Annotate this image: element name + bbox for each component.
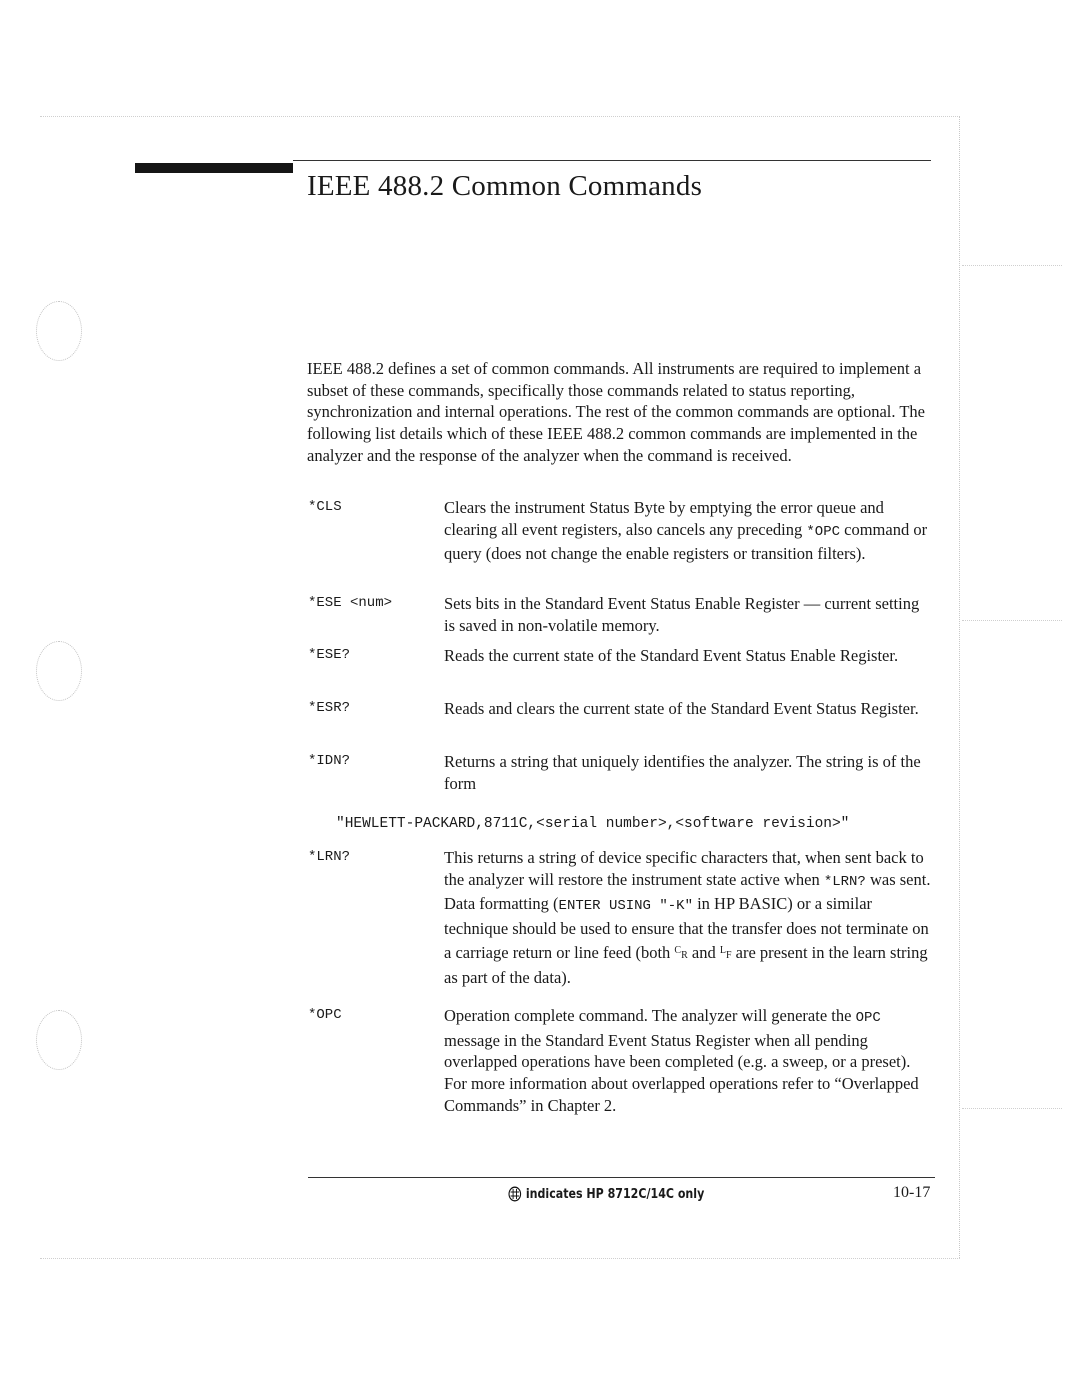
- punch-hole-bottom: [36, 1010, 82, 1070]
- punch-hole-top: [36, 301, 82, 361]
- scan-edge-top: [40, 116, 960, 117]
- command-idn-query: *IDN?: [308, 753, 351, 769]
- command-ese: *ESE <num>: [308, 595, 393, 611]
- scan-mark-1: [962, 265, 1062, 266]
- scan-mark-3: [962, 1108, 1062, 1109]
- command-esr-query-description: Reads and clears the current state of the Standard Event Status Register.: [444, 699, 919, 718]
- command-cls-description: Clears the instrument Status Byte by emptying the error queue and clearing all event registers, also cancels any preceding *OPC command or query (does not change the enable registers or transition filters).: [444, 498, 928, 564]
- command-ese-query-description: Reads the current state of the Standard Event Status Enable Register.: [444, 646, 899, 665]
- page-title: IEEE 488.2 Common Commands: [307, 170, 703, 202]
- command-idn-query-description: Returns a string that uniquely identifies the analyzer. The string is of the form: [444, 752, 921, 793]
- command-opc-description: Operation complete command. The analyzer will generate the OPC message in the Standard Event Status Register when all pending overlapped operations have been completed (e.g. a sweep, or a preset). For more information about overlapped operations refer to “Overlapped Commands” in Chapter 2.: [444, 1006, 919, 1115]
- scan-mark-2: [962, 620, 1062, 621]
- heading-accent-bar: [135, 163, 293, 173]
- footer-rule: [308, 1177, 935, 1178]
- heading-rule: [293, 160, 931, 161]
- scan-edge-right: [959, 116, 960, 1258]
- model-indicator-icon: [508, 1186, 522, 1202]
- command-ese-description: Sets bits in the Standard Event Status Enable Register — current setting is saved in non-volatile memory.: [444, 594, 920, 635]
- intro-paragraph: IEEE 488.2 defines a set of common commands. All instruments are required to implement a subset of these commands, specifically those commands related to status reporting, synchronization and internal operations. The rest of the common commands are optional. The following list details which of these IEEE 488.2 common commands are implemented in the analyzer and the response of the analyzer when the command is received.: [307, 359, 925, 465]
- command-ese-query: *ESE?: [308, 647, 351, 663]
- command-lrn-query: *LRN?: [308, 849, 351, 865]
- page-number: 10-17: [893, 1184, 931, 1201]
- footer-note-text: indicates HP 8712C/14C only: [525, 1186, 705, 1202]
- scan-edge-bottom: [40, 1258, 960, 1259]
- command-esr-query: *ESR?: [308, 700, 351, 716]
- command-lrn-query-description: This returns a string of device specific characters that, when sent back to the analyzer will restore the instrument state active when *LRN? was sent. Data formatting (ENTER USING "-K" in HP BASIC) or a similar technique should be used to ensure that the transfer does not terminate on a carriage return or line feed (both $^C$R and $^L$F are present in the learn string as part of the data).: [444, 848, 931, 987]
- command-cls: *CLS: [308, 499, 342, 515]
- command-opc: *OPC: [308, 1007, 342, 1023]
- idn-format-string: "HEWLETT-PACKARD,8711C,<serial number>,<software revision>": [336, 816, 850, 832]
- punch-hole-middle: [36, 641, 82, 701]
- footer-note: [508, 1186, 704, 1202]
